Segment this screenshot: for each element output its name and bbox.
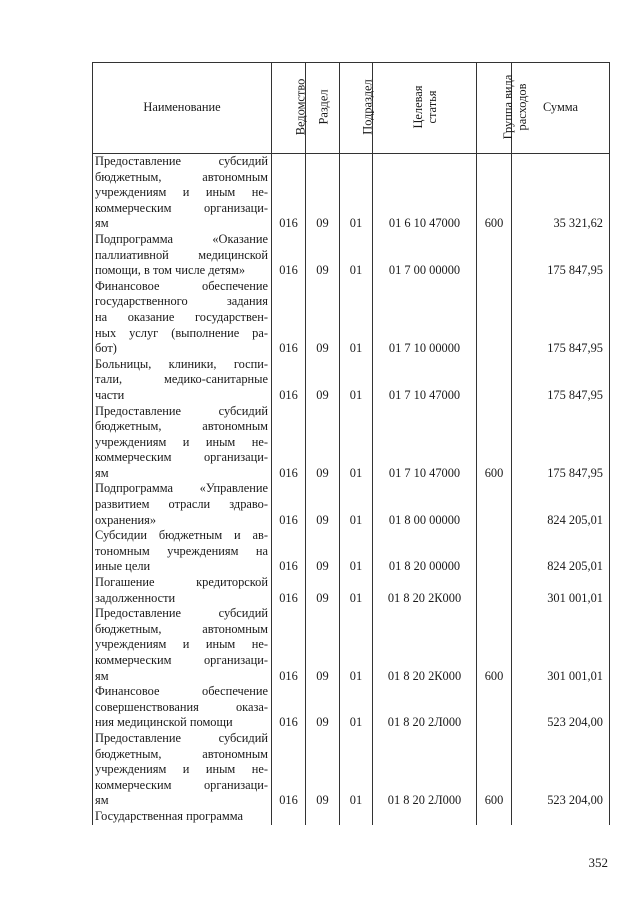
header-subsection: Подраздел [340, 63, 373, 154]
row-name-line: задолженности [95, 590, 176, 605]
row-amount: 35 321,62 [512, 154, 610, 232]
row-name [93, 154, 272, 232]
row-subsection: 01 [340, 154, 373, 232]
row-name-line: тали, медико-санитарные [95, 372, 268, 387]
row-dept: 016 [272, 357, 306, 404]
row-subsection: 01 [340, 575, 373, 606]
table-row [93, 357, 610, 404]
row-amount: 824 205,01 [512, 528, 610, 575]
row-dept: 016 [272, 481, 306, 528]
row-subsection: 01 [340, 232, 373, 279]
row-target: 01 8 20 2К000 [373, 575, 477, 606]
row-section: 09 [306, 575, 340, 606]
row-subsection: 01 [340, 684, 373, 731]
row-name-line: ных услуг (выполнение ра- [95, 325, 268, 340]
table-row [93, 809, 610, 825]
row-name [93, 481, 272, 528]
row-dept: 016 [272, 606, 306, 684]
row-amount: 523 204,00 [512, 684, 610, 731]
row-name-line: Предоставление субсидий [95, 606, 268, 621]
row-name [93, 809, 272, 825]
row-dept [272, 809, 306, 825]
row-group: 600 [477, 404, 512, 482]
row-target: 01 8 00 00000 [373, 481, 477, 528]
row-name-line: государственного задания [95, 294, 268, 309]
row-subsection: 01 [340, 404, 373, 482]
budget-table-page [92, 62, 609, 846]
row-name-line: бюджетным, автономным [95, 169, 268, 184]
row-target: 01 8 20 00000 [373, 528, 477, 575]
row-name-line: тономным учреждениям на [95, 543, 268, 558]
row-target: 01 8 20 2К000 [373, 606, 477, 684]
row-name [93, 528, 272, 575]
header-section: Раздел [306, 63, 340, 154]
row-subsection: 01 [340, 528, 373, 575]
row-amount: 301 001,01 [512, 606, 610, 684]
row-name [93, 606, 272, 684]
row-name-line: Государственная программа [95, 808, 243, 823]
row-name-line: учреждениям и иным не- [95, 762, 268, 777]
row-section: 09 [306, 731, 340, 809]
row-name [93, 575, 272, 606]
row-section: 09 [306, 606, 340, 684]
row-dept: 016 [272, 154, 306, 232]
row-name-line: Предоставление субсидий [95, 154, 268, 168]
header-group: Группа вида расходов [477, 63, 512, 154]
table-row [93, 481, 610, 528]
row-target: 01 8 20 2Л000 [373, 684, 477, 731]
row-section: 09 [306, 232, 340, 279]
row-group [477, 575, 512, 606]
table-row [93, 154, 610, 232]
row-name-line: ям [95, 465, 109, 480]
row-name-line: учреждениям и иным не- [95, 185, 268, 200]
table-row [93, 731, 610, 809]
row-name-line: развитием отрасли здраво- [95, 497, 268, 512]
row-name-line: Подпрограмма «Управление [95, 481, 268, 496]
row-group [477, 279, 512, 357]
row-name [93, 684, 272, 731]
row-name-line: Больницы, клиники, госпи- [95, 356, 268, 371]
row-name-line: Подпрограмма «Оказание [95, 231, 268, 246]
row-name [93, 357, 272, 404]
table-header-row [93, 63, 610, 154]
row-name-line: бот) [95, 341, 117, 356]
row-name-line: на оказание государствен- [95, 309, 268, 324]
row-amount: 175 847,95 [512, 404, 610, 482]
row-dept: 016 [272, 279, 306, 357]
row-name-line: коммерческим организаци- [95, 200, 268, 215]
header-target: Целевая статья [373, 63, 477, 154]
row-section: 09 [306, 684, 340, 731]
row-name [93, 232, 272, 279]
row-name [93, 279, 272, 357]
row-group: 600 [477, 731, 512, 809]
table-row [93, 606, 610, 684]
row-name [93, 731, 272, 809]
row-dept: 016 [272, 528, 306, 575]
row-section: 09 [306, 357, 340, 404]
row-amount: 824 205,01 [512, 481, 610, 528]
table-row [93, 279, 610, 357]
row-name-line: части [95, 387, 125, 402]
table-row [93, 232, 610, 279]
row-name-line: коммерческим организаци- [95, 653, 268, 667]
header-name: Наименование [93, 63, 272, 154]
row-subsection [340, 809, 373, 825]
row-name-line: ям [95, 668, 109, 683]
row-section: 09 [306, 404, 340, 482]
row-group [477, 528, 512, 575]
row-target: 01 7 10 00000 [373, 279, 477, 357]
budget-table [92, 62, 610, 825]
row-group [477, 684, 512, 731]
row-name-line: ям [95, 793, 109, 808]
row-name-line: паллиативной медицинской [95, 247, 268, 262]
row-amount: 175 847,95 [512, 357, 610, 404]
header-dept: Ведомство [272, 63, 306, 154]
page-number: 352 [588, 855, 608, 870]
row-name-line: Предоставление субсидий [95, 403, 268, 418]
row-subsection: 01 [340, 731, 373, 809]
row-section: 09 [306, 154, 340, 232]
row-amount: 301 001,01 [512, 575, 610, 606]
table-row [93, 575, 610, 606]
row-target: 01 8 20 2Л000 [373, 731, 477, 809]
row-name-line: Погашение кредиторской [95, 575, 268, 590]
row-amount [512, 809, 610, 825]
row-group: 600 [477, 154, 512, 232]
row-name-line: Финансовое обеспечение [95, 684, 268, 699]
table-row [93, 684, 610, 731]
row-name-line: учреждениям и иным не- [95, 434, 268, 449]
row-section: 09 [306, 279, 340, 357]
row-group [477, 481, 512, 528]
row-name-line: бюджетным, автономным [95, 621, 268, 636]
row-name-line: бюджетным, автономным [95, 419, 268, 434]
row-name-line: ям [95, 216, 109, 231]
row-name-line: Субсидии бюджетным и ав- [95, 528, 268, 543]
row-name-line: помощи, в том числе детям» [95, 263, 246, 278]
row-subsection: 01 [340, 606, 373, 684]
row-name [93, 404, 272, 482]
row-name-line: Финансовое обеспечение [95, 278, 268, 293]
row-subsection: 01 [340, 279, 373, 357]
header-amount: Сумма [512, 63, 610, 154]
row-target: 01 7 10 47000 [373, 404, 477, 482]
row-subsection: 01 [340, 481, 373, 528]
row-name-line: иные цели [95, 559, 151, 574]
row-name-line: коммерческим организаци- [95, 450, 268, 465]
row-amount: 175 847,95 [512, 279, 610, 357]
row-subsection: 01 [340, 357, 373, 404]
row-group [477, 357, 512, 404]
row-section: 09 [306, 528, 340, 575]
row-amount: 175 847,95 [512, 232, 610, 279]
row-section: 09 [306, 481, 340, 528]
row-dept: 016 [272, 404, 306, 482]
row-dept: 016 [272, 684, 306, 731]
table-row [93, 404, 610, 482]
row-dept: 016 [272, 232, 306, 279]
row-name-line: совершенствования оказа- [95, 699, 268, 714]
row-dept: 016 [272, 575, 306, 606]
row-group [477, 232, 512, 279]
row-target: 01 6 10 47000 [373, 154, 477, 232]
row-group [477, 809, 512, 825]
row-name-line: ния медицинской помощи [95, 715, 233, 730]
row-name-line: коммерческим организаци- [95, 777, 268, 792]
row-name-line: Предоставление субсидий [95, 730, 268, 745]
row-target [373, 809, 477, 825]
row-target: 01 7 00 00000 [373, 232, 477, 279]
row-amount: 523 204,00 [512, 731, 610, 809]
row-target: 01 7 10 47000 [373, 357, 477, 404]
row-dept: 016 [272, 731, 306, 809]
row-group: 600 [477, 606, 512, 684]
row-name-line: учреждениям и иным не- [95, 637, 268, 652]
row-name-line: охранения» [95, 512, 157, 527]
table-row [93, 528, 610, 575]
row-name-line: бюджетным, автономным [95, 746, 268, 761]
row-section [306, 809, 340, 825]
